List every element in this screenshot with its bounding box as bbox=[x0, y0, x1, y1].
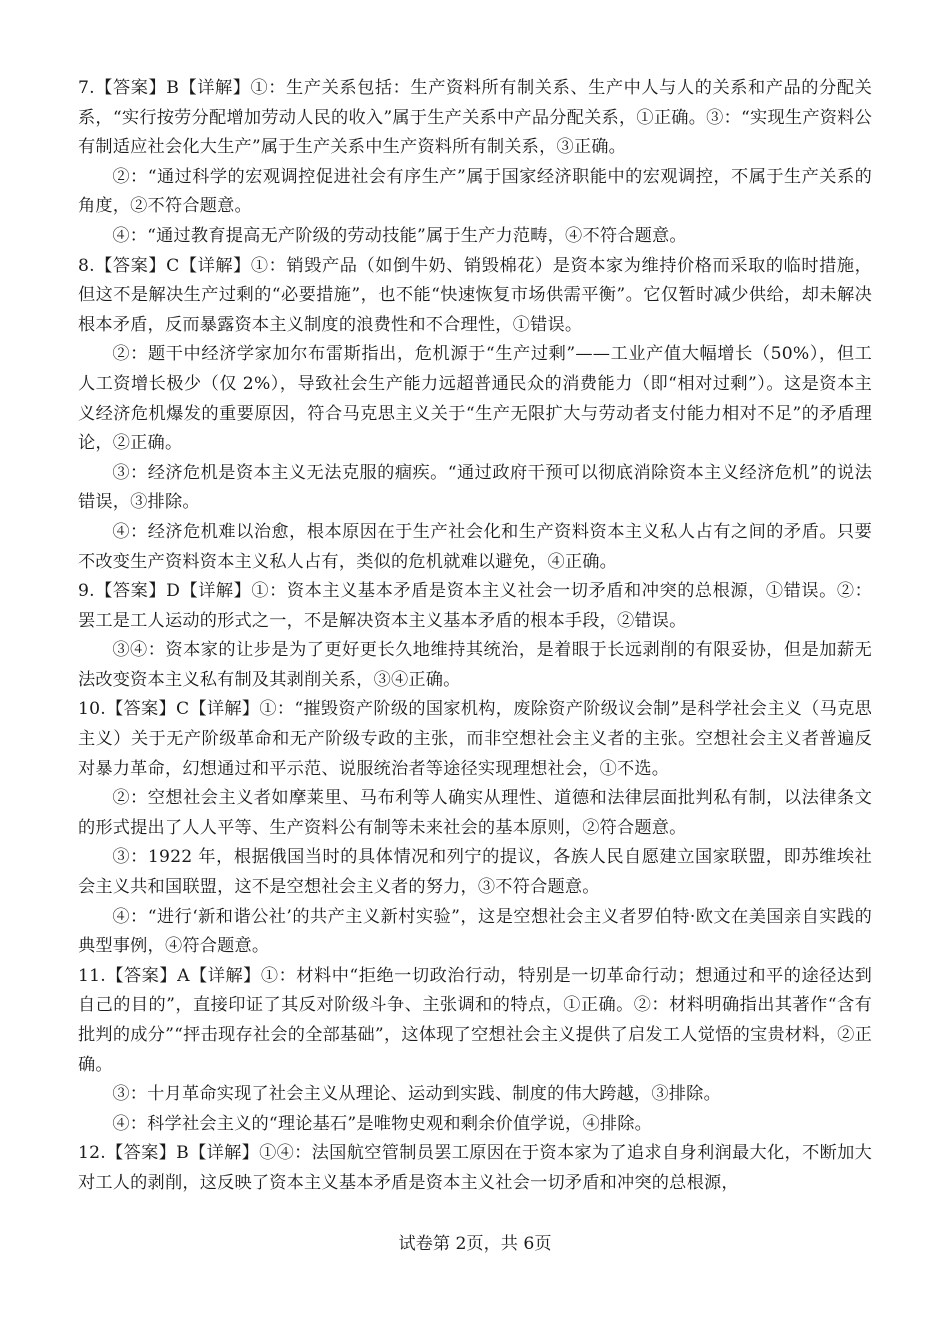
q8-answer-paragraph: 8.【答案】C【详解】①：销毁产品（如倒牛奶、销毁棉花）是资本家为维持价格而采取的临时措施，但这不是解决生产过剩的“必要措施”，也不能“快速恢复市场供需平衡”。它仅暂时减少供给，却未解决根本矛盾，反而暴露资本主义制度的浪费性和不合理性，①错误。 bbox=[78, 255, 872, 335]
q11-answer-paragraph: 11.【答案】A【详解】①：材料中“拒绝一切政治行动，特别是一切革命行动；想通过和平的途径达到自己的目的”，直接印证了其反对阶级斗争、主张调和的特点，①正确。②：材料明确指出其著作“含有批判的成分”“抨击现存社会的全部基础”，这体现了空想社会主义提供了启发工人觉悟的宝贵材料，②正确。 bbox=[78, 965, 872, 1075]
q8-option-3-explanation: ③：经济危机是资本主义无法克服的痼疾。“通过政府干预可以彻底消除资本主义经济危机”的说法错误，③排除。 bbox=[78, 462, 872, 513]
q9-answer-paragraph: 9.【答案】D【详解】①：资本主义基本矛盾是资本主义社会一切矛盾和冲突的总根源，①错误。②：罢工是工人运动的形式之一，不是解决资本主义基本矛盾的根本手段，②错误。 bbox=[78, 581, 872, 631]
q8-option-2-explanation: ②：题干中经济学家加尔布雷斯指出，危机源于“生产过剩”——工业产值大幅增长（50%），但工人工资增长极少（仅 2%），导致社会生产能力远超普通民众的消费能力（即“相对过剩”）。这是资本主义经济危机爆发的重要原因，符合马克思主义关于“生产无限扩大与劳动者支付能力相对不足”的矛盾理论，②正确。 bbox=[78, 344, 872, 454]
q10-option-2-explanation: ②：空想社会主义者如摩莱里、马布利等人确实从理性、道德和法律层面批判私有制，以法律条文的形式提出了人人平等、生产资料公有制等未来社会的基本原则，②符合题意。 bbox=[78, 788, 872, 838]
q7-option-2-explanation: ②：“通过科学的宏观调控促进社会有序生产”属于国家经济职能中的宏观调控，不属于生产关系的角度，②不符合题意。 bbox=[78, 166, 872, 217]
q7-option-4-explanation: ④：“通过教育提高无产阶级的劳动技能”属于生产力范畴，④不符合题意。 bbox=[112, 225, 687, 246]
page-footer: 试卷第 2页，共 6页 bbox=[398, 1234, 552, 1254]
q11-option-3-explanation: ③：十月革命实现了社会主义从理论、运动到实践、制度的伟大跨越，③排除。 bbox=[112, 1084, 721, 1105]
q10-answer-paragraph: 10.【答案】C【详解】①：“摧毁资产阶级的国家机构，废除资产阶级议会制”是科学社会主义（马克思主义）关于无产阶级革命和无产阶级专政的主张，而非空想社会主义者的主张。空想社会主义者普遍反对暴力革命，幻想通过和平示范、说服统治者等途径实现理想社会，①不选。 bbox=[78, 699, 872, 779]
q8-option-4-explanation: ④：经济危机难以治愈，根本原因在于生产社会化和生产资料资本主义私人占有之间的矛盾。只要不改变生产资料资本主义私人占有，类似的危机就难以避免，④正确。 bbox=[78, 521, 872, 572]
q12-answer-paragraph: 12.【答案】B【详解】①④：法国航空管制员罢工原因在于资本家为了追求自身利润最大化，不断加大对工人的剥削，这反映了资本主义基本矛盾是资本主义社会一切矛盾和冲突的总根源， bbox=[78, 1143, 872, 1193]
q10-option-3-explanation: ③：1922 年，根据俄国当时的具体情况和列宁的提议，各族人民自愿建立国家联盟，即苏维埃社会主义共和国联盟，这不是空想社会主义者的努力，③不符合题意。 bbox=[78, 847, 872, 898]
q9-option-34-explanation: ③④：资本家的让步是为了更好更长久地维持其统治，是着眼于长远剥削的有限妥协，但是加薪无法改变资本主义私有制及其剥削关系，③④正确。 bbox=[78, 640, 872, 690]
q11-option-4-explanation: ④：科学社会主义的“理论基石”是唯物史观和剩余价值学说，④排除。 bbox=[112, 1113, 652, 1134]
q7-answer-paragraph: 7.【答案】B【详解】①：生产关系包括：生产资料所有制关系、生产中人与人的关系和产品的分配关系，“实行按劳分配增加劳动人民的收入”属于生产关系中产品分配关系，①正确。③：“实现生产资料公有制适应社会化大生产”属于生产关系中生产资料所有制关系，③正确。 bbox=[78, 78, 872, 158]
q10-option-4-explanation: ④：“进行‘新和谐公社’的共产主义新村实验”，这是空想社会主义者罗伯特·欧文在美国亲自实践的典型事例，④符合题意。 bbox=[78, 906, 872, 957]
